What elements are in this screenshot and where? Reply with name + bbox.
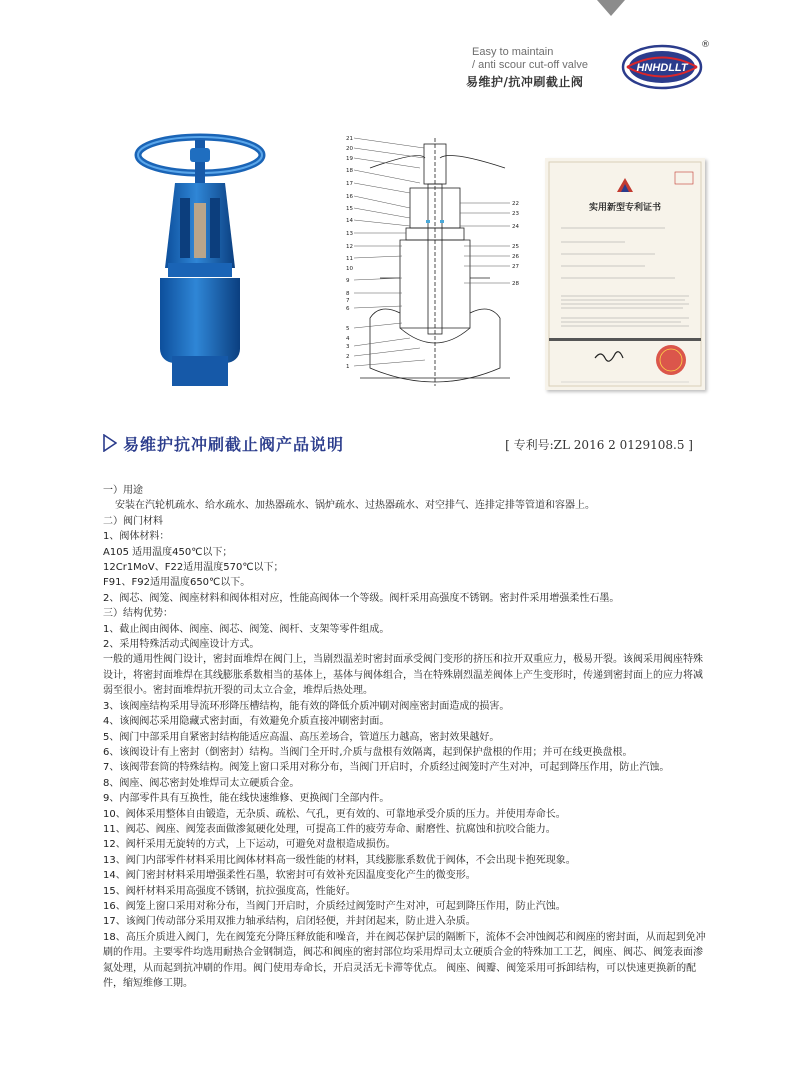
part-label: 28 <box>512 281 519 287</box>
corner-marker <box>597 0 625 16</box>
part-label: 27 <box>512 264 519 270</box>
triangle-bullet-icon <box>103 434 117 452</box>
part-label: 14 <box>346 218 353 224</box>
description-line: 13、阀门内部零件材料采用比阀体材料高一级性能的材料，其线膨胀系数优于阀体，不会出现卡抱死现象。 <box>103 854 576 866</box>
description-line: 18、高压介质进入阀门，先在阀笼充分降压释放能和噪音，并在阀芯保护层的隔断下，流体不会冲蚀阀芯和阀座的密封面，从而起到免冲刷的作用。主要零件均选用耐热合金钢制造，阀芯和阀座的密封部位均采用焊司太立硬质合金的特殊加工工艺，阀座、阀芯、阀笼表面渗氮处理，从而起到抗冲刷的作用。阀门使用寿命长，开启灵活无卡滞等优点。 阀座、阀瓣、阀笼采用可拆卸结构，可以快速更换新的配件，缩短维修工期。 <box>103 931 706 989</box>
part-label: 3 <box>346 344 350 350</box>
description-line: 一般的通用性阀门设计，密封面堆焊在阀门上，当剧烈温差时密封面承受阀门变形的挤压和拉开双重应力，极易开裂。该阀采用阀座特殊设计，将密封面堆焊在其线膨胀系数相当的基体上，基体与阀体组合，当在特殊剧烈温差阀体上产生变形时，传递到密封面上的应力将减弱至很小。密封面堆焊抗开裂的司太立合金，堆焊后热处理。 <box>103 654 703 697</box>
brand-chinese-title: 易维护/抗冲刷截止阀 <box>466 75 584 89</box>
certificate-title: 实用新型专利证书 <box>588 203 662 213</box>
part-label: 4 <box>346 336 350 342</box>
patent-certificate <box>545 158 705 390</box>
description-line: 4、该阀阀芯采用隐藏式密封面，有效避免介质直接冲刷密封面。 <box>103 716 390 728</box>
part-label: 8 <box>346 291 350 297</box>
description-line: 8、阀座、阀芯密封处堆焊司太立硬质合金。 <box>103 777 300 789</box>
description-line: 10、阀体采用整体自由锻造，无杂质、疏松、气孔，更有效的、可靠地承受介质的压力。并使用寿命长。 <box>103 808 566 820</box>
description-line: 6、该阀设计有上密封（倒密封）结构。当阀门全开时,介质与盘根有效隔离，起到保护盘根的作用；并可在线更换盘根。 <box>103 746 633 758</box>
part-label: 18 <box>346 168 353 174</box>
part-label: 5 <box>346 326 350 332</box>
description-line: 12Cr1MoV、F22适用温度570℃以下； <box>103 562 284 574</box>
patent-number: [ 专利号:ZL 2016 2 0129108.5 ] <box>505 438 693 452</box>
valve-photo <box>130 128 270 388</box>
part-label: 25 <box>512 244 519 250</box>
description-line: 2、采用特殊活动式阀座设计方式。 <box>103 639 260 651</box>
brand-english-line1: Easy to maintain <box>472 46 554 58</box>
part-label: 12 <box>346 244 353 250</box>
description-line: 1、阀体材料： <box>103 531 170 543</box>
part-label: 20 <box>346 146 353 152</box>
description-line: 12、阀杆采用无旋转的方式，上下运动，可避免对盘根造成损伤。 <box>103 839 396 851</box>
part-label: 10 <box>346 266 353 272</box>
description-line: 三）结构优势： <box>103 608 173 620</box>
description-line: 11、阀芯、阀座、阀笼表面做渗氮硬化处理，可提高工件的疲劳寿命、耐磨性、抗腐蚀和抗咬合能力。 <box>103 823 556 835</box>
part-label: 7 <box>346 298 350 304</box>
brand-english <box>472 46 588 72</box>
description-line: 5、阀门中部采用自紧密封结构能适应高温、高压差场合，管道压力越高，密封效果越好。 <box>103 731 500 743</box>
description-line: A105 适用温度450℃以下； <box>103 546 233 558</box>
section-title: 易维护抗冲刷截止阀产品说明 <box>123 435 345 454</box>
description-text <box>103 483 710 991</box>
part-label: 26 <box>512 254 519 260</box>
company-logo <box>621 44 703 90</box>
part-label: 9 <box>346 278 350 284</box>
description-line: 17、该阀门传动部分采用双推力轴承结构，启闭轻便，并封闭起来，防止进入杂质。 <box>103 916 476 928</box>
part-label: 6 <box>346 306 350 312</box>
section-header <box>103 432 693 456</box>
part-label: 11 <box>346 256 353 262</box>
logo-text: HNHDLLT <box>636 62 688 74</box>
description-line: 3、该阀座结构采用导流环形降压槽结构，能有效的降低介质冲刷对阀座密封面造成的损害。 <box>103 700 510 712</box>
description-line: 7、该阀带套筒的特殊结构。阀笼上窗口采用对称分布，当阀门开启时，介质经过阀笼时产生对冲，可起到降压作用，防止汽蚀。 <box>103 762 670 774</box>
description-line: 9、内部零件具有互换性，能在线快速维修、更换阀门全部内件。 <box>103 793 390 805</box>
description-line: 二）阀门材料 <box>103 515 163 527</box>
description-line: F91、F92适用温度650℃以下。 <box>103 577 251 589</box>
part-label: 21 <box>346 136 353 142</box>
sectional-drawing <box>340 128 530 390</box>
part-label: 24 <box>512 224 519 230</box>
description-line: 16、阀笼上窗口采用对称分布，当阀门开启时，介质经过阀笼时产生对冲，可起到降压作用，防止汽蚀。 <box>103 900 566 912</box>
part-label: 19 <box>346 156 353 162</box>
part-label: 1 <box>346 364 350 370</box>
part-label: 2 <box>346 354 350 360</box>
part-label: 16 <box>346 194 353 200</box>
certificate-graphic <box>545 158 705 390</box>
part-label: 17 <box>346 181 353 187</box>
description-line: 2、阀芯、阀笼、阀座材料和阀体相对应，性能高阀体一个等级。阀杆采用高强度不锈钢。密封件采用增强柔性石墨。 <box>103 592 620 604</box>
part-label: 13 <box>346 231 353 237</box>
description-line: 14、阀门密封材料采用增强柔性石墨，软密封可有效补充因温度变化产生的微变形。 <box>103 870 476 882</box>
registered-mark: ® <box>701 40 710 50</box>
part-label: 15 <box>346 206 353 212</box>
description-line: 安装在汽轮机疏水、给水疏水、加热器疏水、锅炉疏水、过热器疏水、对空排气、连排定排等管道和容器上。 <box>115 500 595 512</box>
part-label: 23 <box>512 211 519 217</box>
description-line: 1、截止阀由阀体、阀座、阀芯、阀笼、阀杆、支架等零件组成。 <box>103 623 390 635</box>
part-label: 22 <box>512 201 519 207</box>
description-line: 15、阀杆材料采用高强度不锈钢，抗拉强度高，性能好。 <box>103 885 356 897</box>
brand-english-line2: / anti scour cut-off valve <box>472 59 588 71</box>
description-line: 一）用途 <box>103 485 143 496</box>
